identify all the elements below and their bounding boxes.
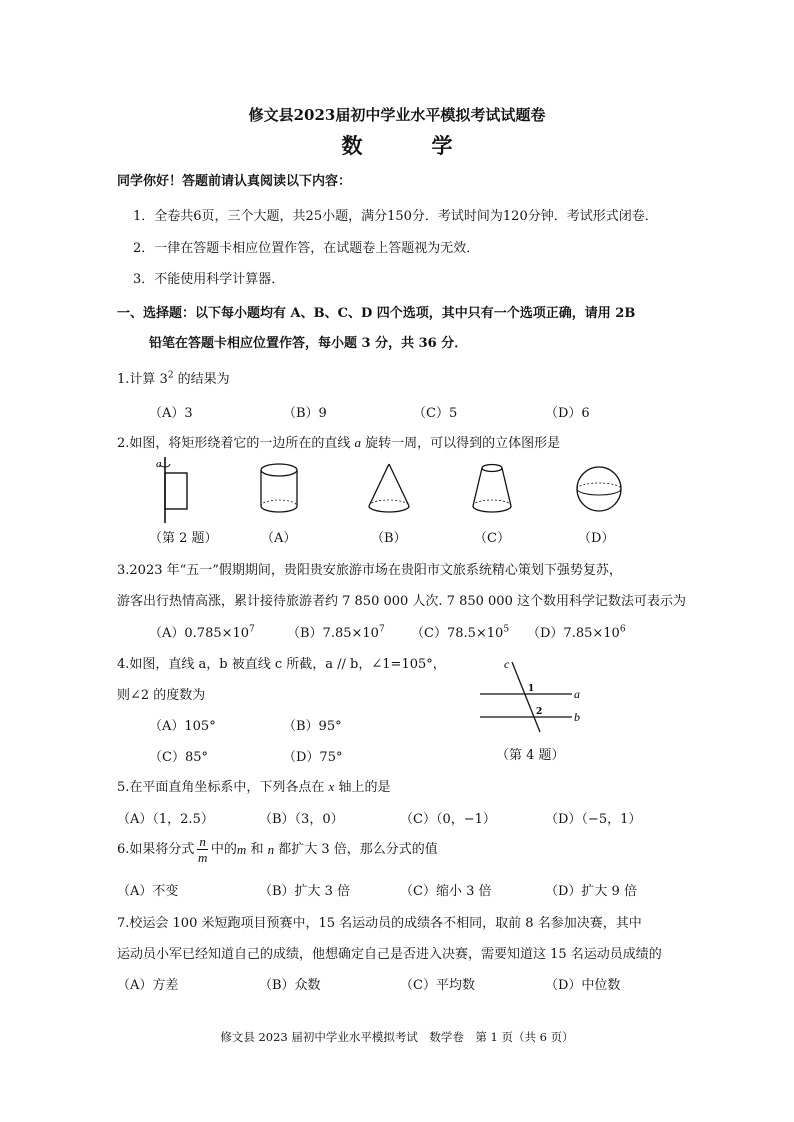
notice-item-2: 2．一律在答题卡相应位置作答，在试题卷上答题视为无效． xyxy=(133,241,480,256)
q4-option-b: （B）95° xyxy=(283,719,342,734)
q3-option-d xyxy=(527,622,626,641)
angle-1-label: 1 xyxy=(528,684,535,694)
q1-option-c: （C）5 xyxy=(413,406,458,421)
q3-option-b xyxy=(287,622,385,641)
q3-option-b-base: （B）7.85×10 xyxy=(287,626,379,641)
q4-caption: （第 4 题） xyxy=(496,748,565,763)
q2-caption-figure: （第 2 题） xyxy=(149,531,218,546)
q7-option-b: （B）众数 xyxy=(259,978,321,993)
question-4-line2: 则∠2 的度数为 xyxy=(117,688,206,703)
q6-and: 和 xyxy=(246,842,268,857)
q3-option-a xyxy=(149,622,255,641)
q5-pre: 5.在平面直角坐标系中，下列各点在 xyxy=(117,780,329,795)
q4-option-a: （A）105° xyxy=(149,719,216,734)
q6-option-a: （A）不变 xyxy=(117,884,179,899)
frustum-figure xyxy=(470,462,514,518)
q1-pre: 1.计算 3 xyxy=(117,372,168,387)
question-2-stem xyxy=(117,432,560,451)
q6-var-m: m xyxy=(236,842,247,857)
q3-option-a-exp: 7 xyxy=(249,624,255,635)
q5-option-d: （D）（−5，1） xyxy=(545,812,642,827)
q1-option-a: （A）3 xyxy=(149,406,193,421)
q3-option-a-base: （A）0.785×10 xyxy=(149,626,250,641)
question-3-line2: 游客出行热情高涨，累计接待旅游者约 7 850 000 人次. 7 850 000 这个数用科学记数法可表示为 xyxy=(117,594,686,609)
line-c-label: c xyxy=(504,657,510,671)
line-b-label: b xyxy=(574,710,580,724)
q2-pre: 2.如图，将矩形绕着它的一边所在的直线 xyxy=(117,436,355,451)
q6-var-n: n xyxy=(267,842,275,857)
q6-option-c: （C）缩小 3 倍 xyxy=(400,884,492,899)
q2-caption-d: （D） xyxy=(578,531,615,546)
q6-fraction-denominator: m xyxy=(197,850,208,865)
cylinder-figure xyxy=(258,462,300,518)
q3-option-b-exp: 7 xyxy=(378,624,385,635)
q7-option-a: （A）方差 xyxy=(117,978,179,993)
q1-option-b: （B）9 xyxy=(283,406,327,421)
q6-fraction xyxy=(197,834,208,865)
angle-2-label: 2 xyxy=(536,707,543,717)
question-7-line1: 7.校运会 100 米短跑项目预赛中，15 名运动员的成绩各不相同，取前 8 名参加决赛，其中 xyxy=(117,916,642,931)
notice-item-3: 3．不能使用科学计算器． xyxy=(133,272,285,287)
q7-option-d: （D）中位数 xyxy=(545,978,621,993)
sphere-figure xyxy=(575,465,623,513)
q4-option-c: （C）85° xyxy=(149,750,208,765)
exam-title: 修文县2023届初中学业水平模拟考试试题卷 xyxy=(248,106,546,124)
q5-option-b: （B）（3，0） xyxy=(259,812,344,827)
section1-instructions-line1: 一、选择题：以下每小题均有 A、B、C、D 四个选项，其中只有一个选项正确，请用 2B xyxy=(117,306,636,321)
q5-var: x xyxy=(328,779,335,794)
q4-option-d: （D）75° xyxy=(283,750,343,765)
question-7-line2: 运动员小军已经知道自己的成绩，他想确定自己是否进入决赛，需要知道这 15 名运动员成绩的 xyxy=(117,947,662,962)
notice-item-1: 1．全卷共6页，三个大题，共25小题，满分150分．考试时间为120分钟．考试形式闭卷． xyxy=(133,209,658,224)
question-4-line1: 4.如图，直线 a，b 被直线 c 所截，a // b，∠1=105°， xyxy=(117,657,446,672)
q2-axis-label: a xyxy=(156,458,162,470)
q2-var: a xyxy=(354,435,362,450)
question-3-line1: 3.2023 年“五一”假期期间，贵阳贵安旅游市场在贵阳市文旅系统精心策划下强势复苏， xyxy=(117,563,622,578)
q5-post: 轴上的是 xyxy=(334,780,391,795)
q1-post: 的结果为 xyxy=(173,372,230,387)
question-5-stem xyxy=(117,776,390,795)
section1-instructions-line2: 铅笔在答题卡相应位置作答，每小题 3 分，共 36 分． xyxy=(149,336,468,351)
q5-option-a: （A）（1，2.5） xyxy=(117,812,214,827)
q6-option-b: （B）扩大 3 倍 xyxy=(259,884,351,899)
line-a-label: a xyxy=(574,687,580,701)
notice-greeting: 同学你好！答题前请认真阅读以下内容： xyxy=(117,174,352,189)
q2-rectangle-figure xyxy=(150,455,200,525)
cone-figure xyxy=(365,462,413,518)
q6-mid: 中的 xyxy=(210,842,237,857)
q6-pre: 6.如果将分式 xyxy=(117,842,195,857)
q2-caption-b: （B） xyxy=(371,531,407,546)
q6-fraction-numerator: n xyxy=(199,834,206,849)
q3-option-c xyxy=(411,622,509,641)
q2-caption-c: （C） xyxy=(474,531,510,546)
q6-post: 都扩大 3 倍，那么分式的值 xyxy=(274,842,438,857)
q3-option-d-base: （D）7.85×10 xyxy=(527,626,620,641)
page-footer: 修文县 2023 届初中学业水平模拟考试 数学卷 第 1 页（共 6 页） xyxy=(220,1030,574,1044)
q3-option-c-base: （C）78.5×10 xyxy=(411,626,504,641)
q1-exponent: 2 xyxy=(167,370,174,381)
subject-title: 数 学 xyxy=(341,133,477,158)
q2-post: 旋转一周，可以得到的立体图形是 xyxy=(361,436,561,451)
q5-option-c: （C）（0，−1） xyxy=(400,812,496,827)
question-1-stem xyxy=(117,368,230,387)
q2-caption-a: （A） xyxy=(261,531,297,546)
question-6-stem xyxy=(117,834,438,865)
q6-option-d: （D）扩大 9 倍 xyxy=(545,884,637,899)
q4-parallel-lines-figure xyxy=(470,656,590,736)
q3-option-c-exp: 5 xyxy=(503,624,510,635)
q1-option-d: （D）6 xyxy=(545,406,590,421)
q7-option-c: （C）平均数 xyxy=(400,978,475,993)
q3-option-d-exp: 6 xyxy=(619,624,626,635)
